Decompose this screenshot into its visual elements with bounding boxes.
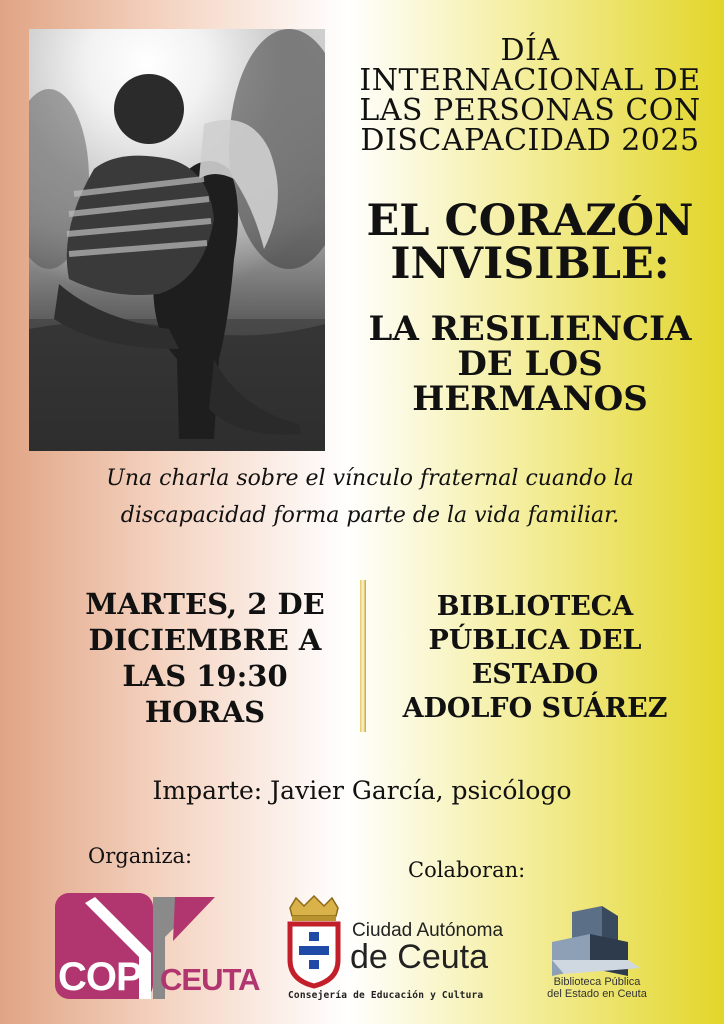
date-time-line: MARTES, 2 DE	[85, 587, 325, 621]
talk-subtitle-line: LA RESILIENCIA	[368, 309, 692, 349]
date-time-line: DICIEMBRE A	[88, 623, 322, 657]
event-title-line: DÍA	[500, 33, 560, 68]
collaborators-label: Colaboran:	[408, 858, 526, 882]
talk-description-line: Una charla sobre el vínculo fraternal cuando la	[106, 466, 634, 491]
talk-title-line: INVISIBLE:	[390, 239, 670, 289]
talk-subtitle-line: HERMANOS	[412, 379, 648, 419]
gold-divider	[360, 580, 366, 732]
ceuta-department: Consejería de Educación y Cultura	[288, 990, 484, 1001]
location-line: PÚBLICA DEL	[428, 625, 642, 656]
siblings-silhouette-illustration	[29, 29, 325, 451]
date-time-line: LAS 19:30	[122, 659, 288, 693]
event-title-line: LAS PERSONAS CON	[359, 93, 701, 128]
library-logo-text	[536, 976, 658, 1000]
event-title-line: DISCAPACIDAD 2025	[360, 123, 700, 158]
talk-subtitle-line: DE LOS	[457, 344, 603, 384]
organizer-label: Organiza:	[88, 844, 193, 868]
event-title	[345, 33, 715, 158]
library-logo-line: Biblioteca Pública	[553, 976, 641, 988]
speaker-credit: Imparte: Javier García, psicólogo	[152, 776, 572, 805]
library-logo-line: del Estado en Ceuta	[547, 988, 647, 1000]
cop-logo-text: COP	[58, 955, 142, 999]
talk-subtitle	[345, 309, 715, 419]
talk-description	[60, 460, 680, 534]
location-line: BIBLIOTECA	[436, 591, 634, 622]
cop-logo-city: CEUTA	[160, 962, 260, 997]
ceuta-logo-line2: de Ceuta	[350, 938, 488, 976]
location-line: ADOLFO SUÁREZ	[402, 693, 668, 724]
date-time-line: HORAS	[144, 695, 266, 729]
event-date-time	[60, 586, 350, 730]
talk-title-line: EL CORAZÓN	[366, 196, 694, 246]
ceuta-logo-line1: Ciudad Autónoma	[352, 920, 504, 941]
talk-title	[345, 196, 715, 289]
event-title-line: INTERNACIONAL DE	[359, 63, 701, 98]
talk-description-line: discapacidad forma parte de la vida familiar.	[120, 503, 620, 528]
location-line: ESTADO	[471, 659, 599, 690]
event-location	[385, 590, 685, 726]
siblings-photo	[29, 29, 325, 451]
